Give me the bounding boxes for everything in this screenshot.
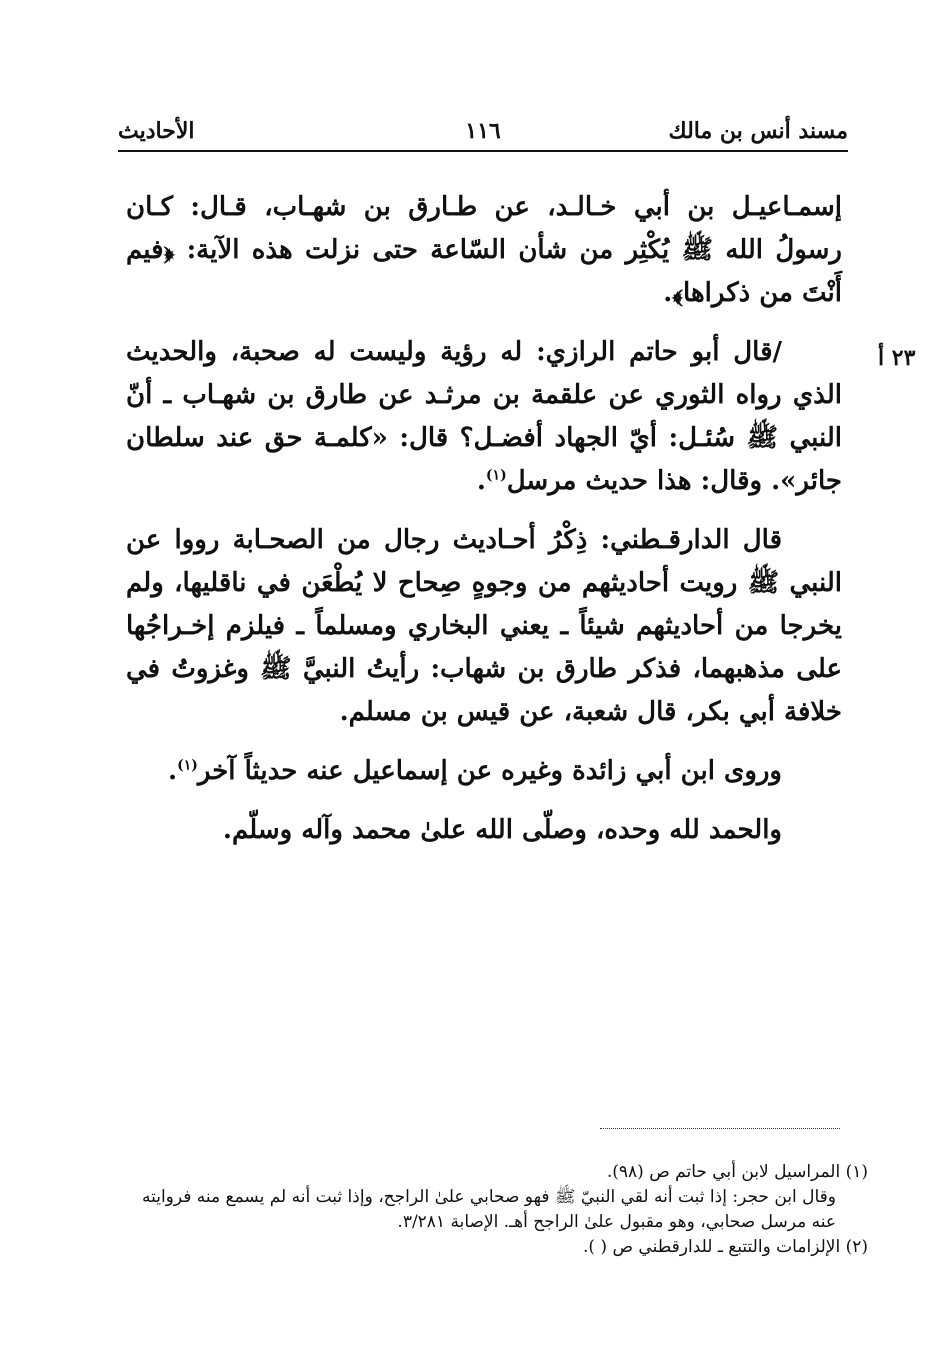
footnote-ref-1: (١) <box>485 467 507 484</box>
footnote-divider <box>600 1128 840 1129</box>
paragraph-4: وروى ابن أبي زائدة وغيره عن إسماعيل عنه حديثاً آخر$^{(١)}$. <box>168 756 782 786</box>
book-title: مسند أنس بن مالك <box>668 118 848 144</box>
closing-line: والحمد لله وحده، وصلّى الله علىٰ محمد وآله وسلّم. <box>222 815 782 845</box>
paragraph-3: قال الدارقـطني: ذِكْرُ أحـاديث رجال من الصحـابة رووا عن النبي ﷺ رويت أحاديثهم من وجوهٍ صِحاح لا يُطْعَن في ناقليها، ولم يخرجا من أحاديثهم شيئاً ـ يعني البخاري ومسلماً ـ فيلزم إخـراجُها على مذهبهما، فذكر طارق بن شهاب: رأيتُ النبيَّ ﷺ وغزوتُ في خلافة أبي بكر، قال شعبة، عن قيس بن مسلم. <box>126 525 842 727</box>
main-text <box>126 186 842 868</box>
paragraph-2-text: /قال أبو حاتم الرازي: له رؤية وليست له صحبة، والحديث الذي رواه الثوري عن علقمة بن مرثـد عن طارق بن شهـاب ـ أنّ النبي ﷺ سُئـل: أيّ الجهاد أفضـل؟ قال: «كلمـة حق عند سلطان جائر». وقال: هذا حديث مرسل <box>126 337 842 496</box>
page-number: ١١٦ <box>465 118 501 144</box>
footnote-1-continuation: وقال ابن حجر: إذا ثبت أنه لقي النبيّ ﷺ فهو صحابي علىٰ الراجح، وإذا ثبت أنه لم يسمع منه فروايته عنه مرسل صحابي، وهو مقبول علىٰ الراجح أهـ. الإصابة ٣/٢٨١. <box>141 1187 836 1232</box>
section-title: الأحاديث <box>118 118 195 144</box>
manuscript-folio-note: ٢٣ أ <box>878 345 916 371</box>
footnotes <box>140 1160 868 1260</box>
page-header <box>118 118 848 148</box>
paragraph-2: /قال أبو حاتم الرازي: له رؤية وليست له صحبة، والحديث الذي رواه الثوري عن علقمة بن مرثـد عن طارق بن شهـاب ـ أنّ النبي ﷺ سُئـل: أيّ الجهاد أفضـل؟ قال: «كلمـة حق عند سلطان جائر». وقال: هذا حديث مرسل$^{(١)}$. <box>126 337 842 496</box>
paragraph-4-text: وروى ابن أبي زائدة وغيره عن إسماعيل عنه حديثاً آخر <box>197 756 782 786</box>
paragraph-1: إسمـاعيـل بن أبي خـالـد، عن طـارق بن شهـاب، قـال: كـان رسولُ الله ﷺ يُكْثِر من شأن السّاعة حتى نزلت هذه الآية: ﴿فيم أَنْتَ من ذكراها﴾. <box>126 192 842 308</box>
footnote-1: (١) المراسيل لابن أبي حاتم ص (٩٨). <box>606 1162 868 1182</box>
footnote-2: (٢) الإلزامات والتتبع ـ للدارقطني ص ( ). <box>582 1237 868 1257</box>
footnote-ref-2: (١) <box>177 757 198 774</box>
header-divider <box>118 150 848 152</box>
